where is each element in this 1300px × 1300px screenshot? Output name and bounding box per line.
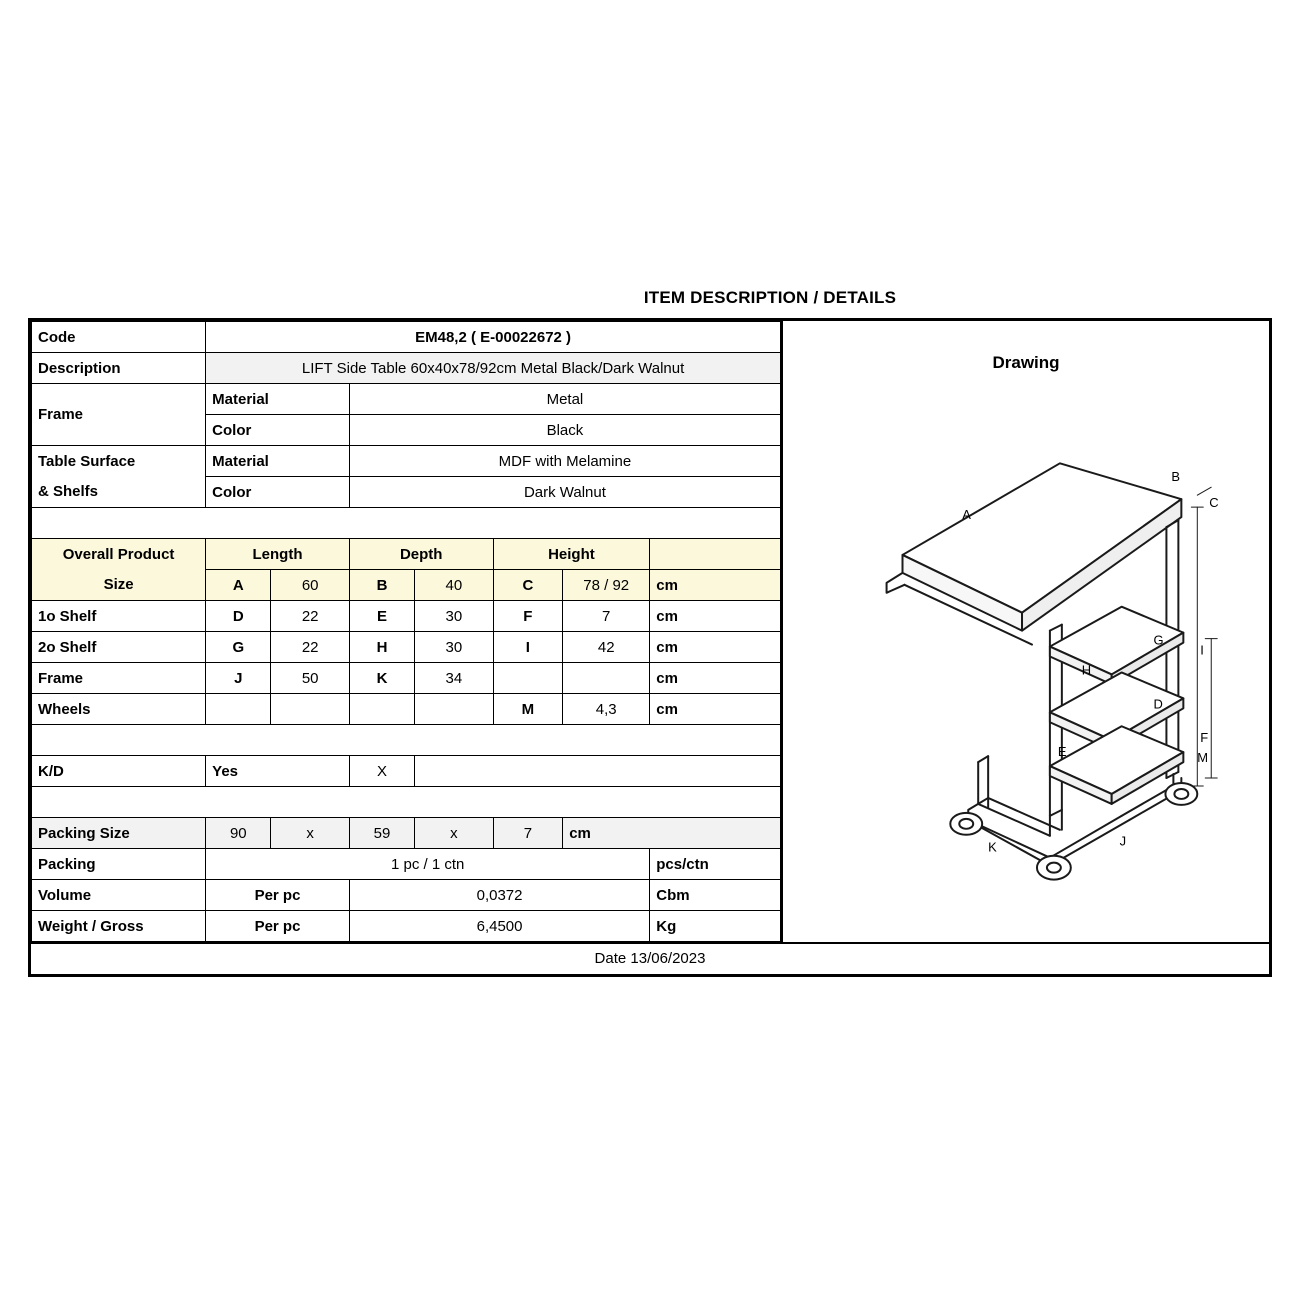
drawing-label-g: G [1153,632,1164,648]
spacer-cell [32,725,781,756]
dim-code-h: H [349,632,414,663]
packing-size-x1: x [271,818,349,849]
spacer-row [32,725,781,756]
table-row [32,353,781,384]
column-header-depth: Depth [349,539,493,570]
unit-header-blank [650,539,781,570]
kd-empty [415,756,781,787]
frame-material-value: Metal [349,384,780,415]
drawing-label-d: D [1153,696,1163,712]
surface-label-line1: Table Surface [32,446,206,477]
drawing-label-f: F [1200,730,1209,746]
dim-value-c: 78 / 92 [563,570,650,601]
wheels-unit: cm [650,694,781,725]
dim-value-a: 60 [271,570,349,601]
drawing-header: Drawing [992,353,1060,372]
code-value: EM48,2 ( E-00022672 ) [206,322,781,353]
frame-dim-empty-1 [493,663,563,694]
spec-sheet [28,288,1272,977]
spec-table [31,321,781,942]
frame-dim-empty-2 [563,663,650,694]
dim-value-d: 22 [271,601,349,632]
dim-value-k: 34 [415,663,493,694]
packing-value: 1 pc / 1 ctn [206,849,650,880]
column-header-height: Height [493,539,650,570]
drawing-column [783,321,1269,942]
table-row [32,322,781,353]
volume-value: 0,0372 [349,880,649,911]
dim-code-e: E [349,601,414,632]
overall-label-line1: Overall Product [32,539,206,570]
drawing-label-e: E [1057,744,1067,760]
frame-dim-label: Frame [32,663,206,694]
table-row [32,756,781,787]
overall-label-line2: Size [32,570,206,601]
kd-yes-label: Yes [206,756,350,787]
dim-code-g: G [206,632,271,663]
dim-value-g: 22 [271,632,349,663]
shelf1-unit: cm [650,601,781,632]
dim-value-b: 40 [415,570,493,601]
packing-size-width: 59 [349,818,414,849]
spacer-cell [32,508,781,539]
column-header-length: Length [206,539,350,570]
volume-unit: Cbm [650,880,781,911]
dim-code-b: B [349,570,414,601]
wheels-empty-4 [415,694,493,725]
drawing-label-b: B [1171,469,1181,485]
wheels-empty-3 [349,694,414,725]
overall-unit: cm [650,570,781,601]
frame-color-value: Black [349,415,780,446]
surface-label-line2: & Shelfs [32,477,206,508]
wheels-empty-1 [206,694,271,725]
table-row [32,818,781,849]
dim-code-f: F [493,601,563,632]
dim-code-a: A [206,570,271,601]
drawing-label-c: C [1209,495,1219,511]
spacer-row [32,787,781,818]
table-row [32,446,781,477]
drawing-label-k: K [988,839,997,855]
table-row [32,849,781,880]
table-row [32,601,781,632]
drawing-label-i: I [1200,642,1204,658]
drawing-label-m: M [1197,750,1209,766]
surface-color-value: Dark Walnut [349,477,780,508]
packing-unit: pcs/ctn [650,849,781,880]
date-footer: Date 13/06/2023 [31,942,1269,974]
dim-code-m: M [493,694,563,725]
volume-label: Volume [32,880,206,911]
table-row [32,911,781,942]
packing-size-unit: cm [563,818,781,849]
drawing-label-j: J [1119,833,1127,849]
kd-label: K/D [32,756,206,787]
table-row [32,477,781,508]
table-row [32,570,781,601]
description-value: LIFT Side Table 60x40x78/92cm Metal Black/Dark Walnut [206,353,781,384]
surface-material-value: MDF with Melamine [349,446,780,477]
shelf2-label: 2o Shelf [32,632,206,663]
weight-value: 6,4500 [349,911,649,942]
wheels-label: Wheels [32,694,206,725]
frame-color-label: Color [206,415,350,446]
packing-size-height: 7 [493,818,563,849]
drawing-label-h: H [1081,662,1092,678]
frame-label: Frame [32,384,206,446]
dim-value-f: 7 [563,601,650,632]
dim-code-c: C [493,570,563,601]
table-row [32,539,781,570]
packing-size-x2: x [415,818,493,849]
dim-value-i: 42 [563,632,650,663]
shelf2-unit: cm [650,632,781,663]
spec-table-column [31,321,783,942]
table-row [32,384,781,415]
spacer-cell [32,787,781,818]
drawing-area [783,381,1269,942]
packing-label: Packing [32,849,206,880]
dim-value-m: 4,3 [563,694,650,725]
spacer-row [32,508,781,539]
surface-color-label: Color [206,477,350,508]
packing-size-length: 90 [206,818,271,849]
table-row [32,632,781,663]
volume-per-label: Per pc [206,880,350,911]
frame-material-label: Material [206,384,350,415]
page-title: ITEM DESCRIPTION / DETAILS [643,288,897,307]
frame-dim-unit: cm [650,663,781,694]
drawing-label-a: A [962,507,971,523]
dim-value-e: 30 [415,601,493,632]
description-label: Description [32,353,206,384]
shelf1-label: 1o Shelf [32,601,206,632]
table-row [32,880,781,911]
sheet-body [31,321,1269,942]
kd-mark: X [349,756,414,787]
dim-value-h: 30 [415,632,493,663]
wheels-empty-2 [271,694,349,725]
weight-label: Weight / Gross [32,911,206,942]
dim-code-i: I [493,632,563,663]
dim-code-j: J [206,663,271,694]
table-row [32,663,781,694]
dim-code-d: D [206,601,271,632]
packing-size-label: Packing Size [32,818,206,849]
code-label: Code [32,322,206,353]
table-row [32,694,781,725]
sheet-frame [28,318,1272,977]
weight-unit: Kg [650,911,781,942]
dim-value-j: 50 [271,663,349,694]
table-line-drawing [783,381,1269,942]
dim-code-k: K [349,663,414,694]
surface-material-label: Material [206,446,350,477]
weight-per-label: Per pc [206,911,350,942]
